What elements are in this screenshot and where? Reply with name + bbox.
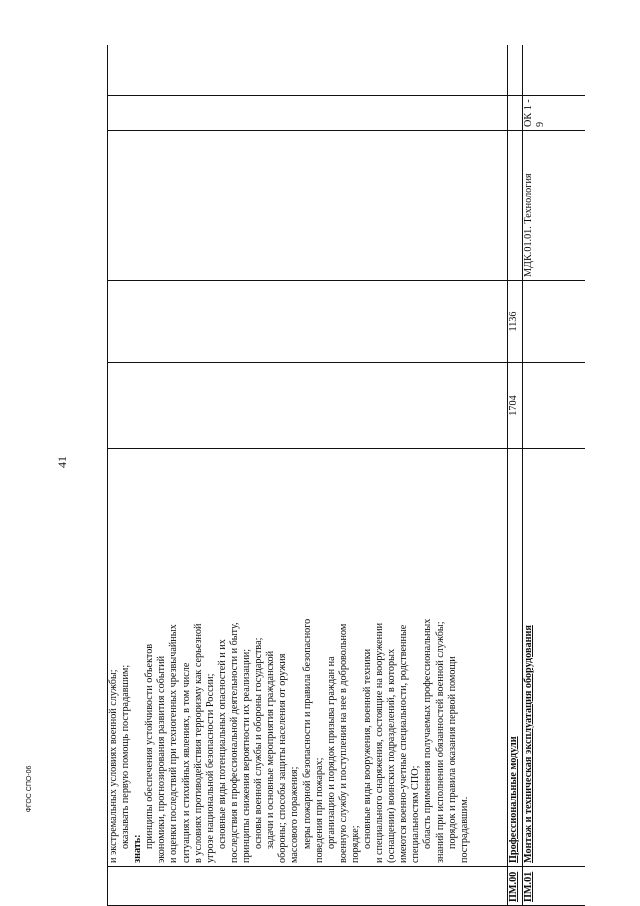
body-text-line: последствия в профессиональной деятельности и быту, — [228, 622, 240, 863]
body-text-line: основы военной службы и обороны государства; — [253, 637, 265, 849]
table-row — [523, 45, 586, 906]
empty-cell — [108, 45, 508, 96]
page-number: 41 — [55, 456, 69, 468]
body-text-line: массового поражения; — [289, 766, 301, 863]
table-canvas — [107, 45, 585, 906]
row-max-load — [523, 363, 586, 449]
body-text-line: обороны; способы защиты населения от оружия — [277, 653, 289, 863]
body-text-line: основные виды потенциальных опасностей и их — [216, 639, 228, 849]
row-hours: 1136 — [508, 281, 523, 363]
body-text-line: имеются военно-учетные специальности, родственные — [398, 624, 410, 863]
body-text-line: оказывать первую помощь пострадавшим; — [120, 664, 132, 849]
body-text-line: специальностям СПО; — [410, 765, 422, 863]
competencies-cell — [108, 96, 508, 131]
body-text-line: военную службу и поступления на нее в добровольном — [337, 623, 349, 863]
hours-cell — [108, 281, 508, 363]
body-text-line: принципы обеспечения устойчивости объектов — [144, 643, 156, 849]
body-text-line: порядке; — [349, 825, 361, 863]
body-text-line: основные виды вооружения, военной техники — [361, 648, 373, 849]
row-competencies — [508, 96, 523, 131]
table-row — [508, 45, 523, 906]
row-empty — [508, 45, 523, 96]
body-text-line: поведения при пожарах; — [313, 757, 325, 863]
row-title: Профессиональные модули — [508, 449, 523, 867]
row-title: Монтаж и техническая эксплуатация оборудования — [523, 449, 586, 867]
max-load-cell — [108, 363, 508, 449]
row-competencies: ОК 1 - 9 — [523, 96, 586, 131]
body-text-line: организацию и порядок призыва граждан на — [325, 656, 337, 849]
body-text-line: пострадавшим. — [458, 796, 470, 863]
row-max-load: 1704 — [508, 363, 523, 449]
body-text-line: и экстремальных условиях военной службы; — [108, 669, 119, 863]
body-text-cell — [108, 449, 508, 867]
row-discipline: МДК.01.01. Технология — [523, 131, 586, 281]
row-code: ПМ.00 — [508, 867, 523, 906]
body-text-line: и специального снаряжения, состоящие на вооружении — [374, 622, 386, 863]
body-text-line: задачи и основные мероприятия гражданской — [265, 650, 277, 849]
body-text-line: в условиях противодействия терроризму как серьезной — [192, 623, 204, 863]
footer-code: ФГОС СПО-06 — [26, 765, 33, 813]
rotated-page — [107, 45, 585, 906]
body-text-line: экономики, прогнозирования развития событий — [156, 655, 168, 863]
row-hours — [523, 281, 586, 363]
body-text-line: угрозе национальной безопасности России; — [204, 673, 216, 863]
row-discipline — [508, 131, 523, 281]
discipline-cell — [108, 131, 508, 281]
body-code-cell — [108, 867, 508, 906]
body-text-line: область применения получаемых профессиональных — [422, 618, 434, 849]
table-row — [108, 45, 508, 906]
body-text-line: (оснащении) воинских подразделений, в которых — [386, 648, 398, 863]
body-text-line: знать: — [132, 834, 144, 863]
body-text-line: принципы снижения вероятности их реализации; — [241, 648, 253, 863]
curriculum-table — [107, 45, 585, 906]
row-empty — [523, 45, 586, 96]
body-text-line: ситуациях и стихийных явлениях, в том числе — [180, 662, 192, 863]
body-text-line: меры пожарной безопасности и правила безопасного — [301, 618, 313, 849]
body-text-line: и оценки последствий при техногенных чрезвычайных — [168, 624, 180, 863]
body-text-line: знаний при исполнении обязанностей военной службы; — [434, 621, 446, 863]
body-text-line: порядок и правила оказания первой помощи — [446, 656, 458, 849]
row-code: ПМ.01 — [523, 867, 586, 906]
